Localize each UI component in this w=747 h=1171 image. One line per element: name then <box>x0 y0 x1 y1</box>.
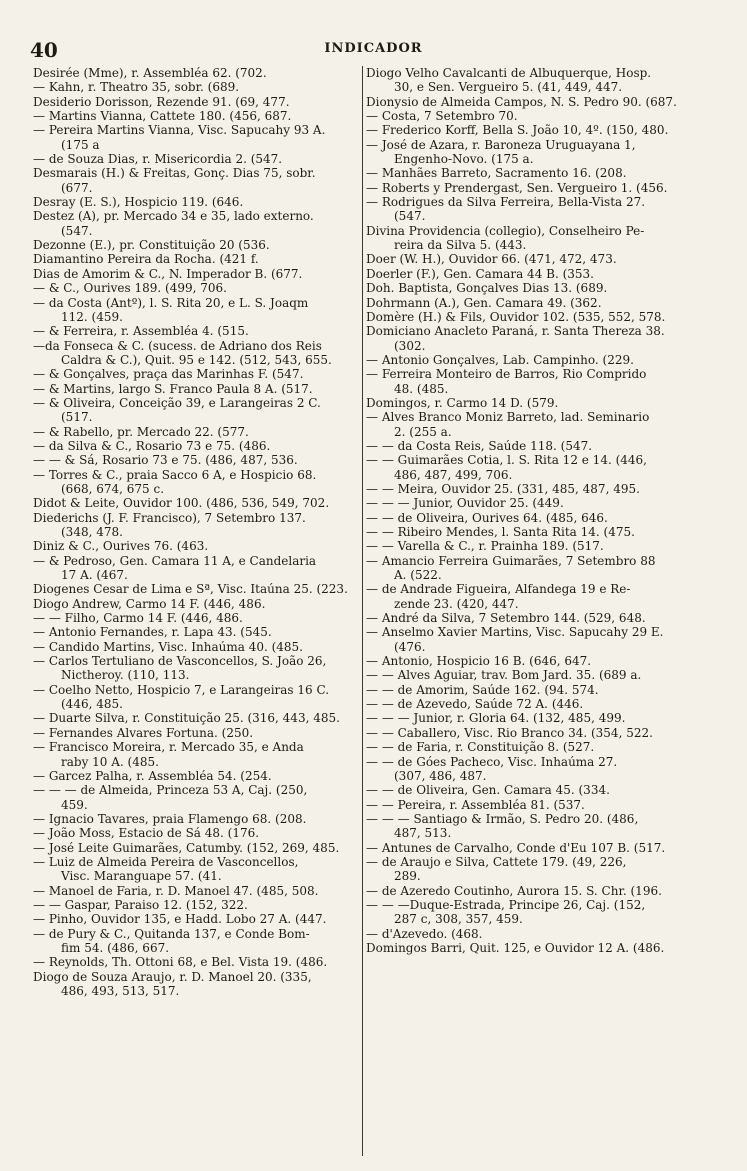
directory-entry-line: Doer (W. H.), Ouvidor 66. (471, 472, 473. <box>366 252 617 267</box>
right-column <box>366 66 718 955</box>
directory-entry-line: Dias de Amorim & C., N. Imperador B. (677. <box>33 266 303 281</box>
directory-entry-line: Diogenes Cesar de Lima e Sª, Visc. Itaúna 25. (223. <box>33 582 348 597</box>
directory-entry-line: — Manhães Barreto, Sacramento 16. (208. <box>366 166 627 181</box>
directory-entry-line: — Kahn, r. Theatro 35, sobr. (689. <box>33 80 240 95</box>
directory-entry-line: — — Varella & C., r. Prainha 189. (517. <box>366 539 604 554</box>
directory-entry-line: — de Pury & C., Quitanda 137, e Conde Bom- <box>33 926 310 941</box>
directory-entry-line: — de Azeredo Coutinho, Aurora 15. S. Chr. (196. <box>366 883 662 898</box>
directory-entry-line: — — Gaspar, Paraiso 12. (152, 322. <box>33 897 248 912</box>
directory-entry-line: (677. <box>61 180 93 195</box>
directory-entry-line: Diogo de Souza Araujo, r. D. Manoel 20. (335, <box>33 969 312 984</box>
directory-entry-line: — Alves Branco Moniz Barreto, lad. Seminario <box>366 410 650 425</box>
directory-entry-line: — de Souza Dias, r. Misericordia 2. (547. <box>33 152 283 167</box>
directory-entry-line: 487, 513. <box>394 826 452 841</box>
directory-entry-line: zende 23. (420, 447. <box>394 596 519 611</box>
directory-entry-line: — Coelho Netto, Hospicio 7, e Larangeiras 16 C. <box>33 682 330 697</box>
directory-entry-line: Dionysio de Almeida Campos, N. S. Pedro 90. (687. <box>366 94 677 109</box>
directory-entry-line: — — — Santiago & Irmão, S. Pedro 20. (486, <box>366 811 639 826</box>
directory-entry-line: Diogo Velho Cavalcanti de Albuquerque, Hosp. <box>366 66 652 80</box>
directory-entry-line: — — Meira, Ouvidor 25. (331, 485, 487, 495. <box>366 481 640 496</box>
directory-entry-line: Visc. Maranguape 57. (41. <box>61 869 222 884</box>
directory-entry-line: (307, 486, 487. <box>394 768 487 783</box>
directory-entry-line: Desiderio Dorisson, Rezende 91. (69, 477. <box>33 94 290 109</box>
directory-entry-line: reira da Silva 5. (443. <box>394 238 527 253</box>
directory-entry-line: — Fernandes Alvares Fortuna. (250. <box>33 725 254 740</box>
directory-entry-line: — José Leite Guimarães, Catumby. (152, 269, 485. <box>33 840 340 855</box>
directory-entry-line: — Manoel de Faria, r. D. Manoel 47. (485, 508. <box>33 883 319 898</box>
directory-entry-line: Doerler (F.), Gen. Camara 44 B. (353. <box>366 266 594 281</box>
directory-entry-line: — Antonio Gonçalves, Lab. Campinho. (229. <box>366 352 634 367</box>
directory-entry-line: — — Ribeiro Mendes, l. Santa Rita 14. (475. <box>366 525 635 539</box>
directory-entry-line: — de Araujo e Silva, Cattete 179. (49, 226, <box>366 854 627 869</box>
directory-entry-line: (668, 674, 675 c. <box>61 481 165 496</box>
directory-entry-line: Domingos Barri, Quit. 125, e Ouvidor 12 A. (486. <box>366 940 665 955</box>
directory-entry-line: — Candido Martins, Visc. Inhaúma 40. (485. <box>33 639 303 654</box>
page-number: 40 <box>30 38 58 62</box>
directory-entry-line: — Francisco Moreira, r. Mercado 35, e Anda <box>33 740 304 755</box>
directory-entry-line: — — — de Almeida, Princeza 53 A, Caj. (250, <box>33 783 308 798</box>
directory-entry-line: Domère (H.) & Fils, Ouvidor 102. (535, 552, 578. <box>366 309 666 324</box>
directory-entry-line: — — & Sá, Rosario 73 e 75. (486, 487, 536. <box>33 453 298 468</box>
directory-entry-line: Doh. Baptista, Gonçalves Dias 13. (689. <box>366 281 608 296</box>
directory-entry-line: 2. (255 a. <box>394 424 452 439</box>
directory-entry-line: — Anselmo Xavier Martins, Visc. Sapucahy 29 E. <box>366 625 664 640</box>
directory-entry-line: — & Ferreira, r. Assembléa 4. (515. <box>33 324 249 339</box>
directory-entry-line: 48. (485. <box>394 381 449 396</box>
column-divider <box>362 66 363 1156</box>
directory-entry-line: Didot & Leite, Ouvidor 100. (486, 536, 549, 702. <box>33 496 330 511</box>
directory-entry-line: — da Silva & C., Rosario 73 e 75. (486. <box>33 438 271 453</box>
directory-entry-line: (547. <box>394 209 426 224</box>
directory-entry-line: raby 10 A. (485. <box>61 754 159 769</box>
directory-entry-line: — Antunes de Carvalho, Conde d'Eu 107 B. (517. <box>366 840 666 855</box>
directory-entry-line: fim 54. (486, 667. <box>61 940 170 955</box>
directory-entry-line: — — de Góes Pacheco, Visc. Inhaúma 27. <box>366 754 618 769</box>
directory-entry-line: (547. <box>61 223 93 238</box>
directory-entry-line: — — — Junior, r. Gloria 64. (132, 485, 499. <box>366 711 626 726</box>
directory-entry-line: — & Rabello, pr. Mercado 22. (577. <box>33 424 249 439</box>
directory-entry-line: — Luiz de Almeida Pereira de Vasconcellos, <box>33 854 299 869</box>
directory-entry-line: Domiciano Anacleto Paraná, r. Santa Thereza 38. <box>366 324 665 339</box>
directory-entry-line: 486, 487, 499, 706. <box>394 467 513 482</box>
directory-entry-line: Desirée (Mme), r. Assembléa 62. (702. <box>33 66 267 80</box>
directory-entry-line: —da Fonseca & C. (sucess. de Adriano dos Reis <box>33 338 322 353</box>
directory-entry-line: — Amancio Ferreira Guimarães, 7 Setembro 88 <box>366 553 656 568</box>
directory-entry-line: Divina Providencia (collegio), Conselheiro Pe- <box>366 223 645 238</box>
directory-entry-line: Diniz & C., Ourives 76. (463. <box>33 539 209 554</box>
directory-entry-line: Domingos, r. Carmo 14 D. (579. <box>366 395 559 410</box>
directory-entry-line: — & C., Ourives 189. (499, 706. <box>33 281 227 296</box>
directory-entry-line: — Reynolds, Th. Ottoni 68, e Bel. Vista 19. (486. <box>33 955 328 970</box>
directory-entry-line: — — de Amorim, Saúde 162. (94. 574. <box>366 682 599 697</box>
directory-entry-line: — — de Oliveira, Ourives 64. (485, 646. <box>366 510 608 525</box>
directory-entry-line: — — Pereira, r. Assembléa 81. (537. <box>366 797 585 812</box>
directory-entry-line: — — de Oliveira, Gen. Camara 45. (334. <box>366 783 610 798</box>
directory-entry-line: — Antonio, Hospicio 16 B. (646, 647. <box>366 654 592 669</box>
directory-entry-line: — Costa, 7 Setembro 70. <box>366 109 518 124</box>
directory-entry-line: — d'Azevedo. (468. <box>366 926 483 941</box>
directory-entry-line: — — Caballero, Visc. Rio Branco 34. (354, 522. <box>366 725 653 740</box>
directory-entry-line: — Carlos Tertuliano de Vasconcellos, S. João 26, <box>33 654 327 669</box>
directory-entry-line: (517. <box>61 410 93 425</box>
directory-entry-line: 30, e Sen. Vergueiro 5. (41, 449, 447. <box>394 80 623 95</box>
directory-entry-line: — Martins Vianna, Cattete 180. (456, 687. <box>33 109 292 124</box>
directory-entry-line: — — Alves Aguiar, trav. Bom Jard. 35. (689 a. <box>366 668 642 683</box>
directory-entry-line: A. (522. <box>394 568 442 583</box>
directory-entry-line: 486, 493, 513, 517. <box>61 984 180 998</box>
directory-entry-line: 112. (459. <box>61 309 123 324</box>
directory-entry-line: — João Moss, Estacio de Sá 48. (176. <box>33 826 260 841</box>
directory-entry-line: Dohrmann (A.), Gen. Camara 49. (362. <box>366 295 602 310</box>
directory-entry-line: — Ferreira Monteiro de Barros, Rio Comprido <box>366 367 647 382</box>
directory-entry-line: — — Guimarães Cotia, l. S. Rita 12 e 14. (446, <box>366 453 647 468</box>
directory-entry-line: — & Gonçalves, praça das Marinhas F. (547. <box>33 367 304 382</box>
directory-entry-line: Desray (E. S.), Hospicio 119. (646. <box>33 195 244 210</box>
directory-entry-line: — Roberts y Prendergast, Sen. Vergueiro 1. (456. <box>366 180 668 195</box>
directory-entry-line: Destez (A), pr. Mercado 34 e 35, lado externo. <box>33 209 314 224</box>
directory-entry-line: Diederichs (J. F. Francisco), 7 Setembro 137. <box>33 510 306 525</box>
directory-entry-line: (476. <box>394 639 426 654</box>
directory-entry-line: Diogo Andrew, Carmo 14 F. (446, 486. <box>33 596 266 611</box>
directory-entry-line: — Rodrigues da Silva Ferreira, Bella-Vista 27. <box>366 195 646 210</box>
directory-entry-line: — — —Duque-Estrada, Principe 26, Caj. (152, <box>366 897 646 912</box>
directory-entry-line: 459. <box>61 797 88 812</box>
directory-entry-line: — Pereira Martins Vianna, Visc. Sapucahy 93 A. <box>33 123 326 138</box>
directory-entry-line: — — da Costa Reis, Saúde 118. (547. <box>366 438 593 453</box>
directory-entry-line: — & Oliveira, Conceição 39, e Larangeiras 2 C. <box>33 395 321 410</box>
directory-entry-line: (302. <box>394 338 426 353</box>
directory-entry-line: 17 A. (467. <box>61 568 128 583</box>
directory-entry-line: — André da Silva, 7 Setembro 144. (529, 648. <box>366 611 646 626</box>
directory-entry-line: (175 a <box>61 137 100 152</box>
directory-entry-line: — — Filho, Carmo 14 F. (446, 486. <box>33 611 243 626</box>
left-column <box>33 66 357 998</box>
directory-entry-line: (446, 485. <box>61 697 123 712</box>
directory-entry-line: — Torres & C., praia Sacco 6 A, e Hospicio 68. <box>33 467 317 482</box>
directory-entry-line: — Ignacio Tavares, praia Flamengo 68. (208. <box>33 811 307 826</box>
directory-entry-line: 289. <box>394 869 421 884</box>
directory-entry-line: Diamantino Pereira da Rocha. (421 f. <box>33 252 259 267</box>
directory-entry-line: — & Martins, largo S. Franco Paula 8 A. (517. <box>33 381 313 396</box>
directory-entry-line: — Duarte Silva, r. Constituição 25. (316, 443, 485. <box>33 711 340 726</box>
directory-entry-line: Desmarais (H.) & Freitas, Gonç. Dias 75, sobr. <box>33 166 316 181</box>
directory-entry-line: — — de Azevedo, Saúde 72 A. (446. <box>366 697 584 712</box>
directory-entry-line: — José de Azara, r. Baroneza Uruguayana 1, <box>366 137 636 152</box>
directory-entry-line: — de Andrade Figueira, Alfandega 19 e Re- <box>366 582 631 597</box>
directory-entry-line: Dezonne (E.), pr. Constituição 20 (536. <box>33 238 270 253</box>
directory-entry-line: — Garcez Palha, r. Assembléa 54. (254. <box>33 768 272 783</box>
directory-entry-line: Caldra & C.), Quit. 95 e 142. (512, 543, 655. <box>61 352 332 367</box>
directory-entry-line: (348, 478. <box>61 525 123 539</box>
directory-entry-line: 287 c, 308, 357, 459. <box>394 912 523 927</box>
directory-entry-line: — — — Junior, Ouvidor 25. (449. <box>366 496 564 511</box>
directory-entry-line: — Pinho, Ouvidor 135, e Hadd. Lobo 27 A. (447. <box>33 912 327 927</box>
page-header <box>30 38 717 62</box>
directory-entry-line: — — de Faria, r. Constituição 8. (527. <box>366 740 595 755</box>
directory-entry-line: — & Pedroso, Gen. Camara 11 A, e Candelaria <box>33 553 317 568</box>
directory-entry-line: — Antonio Fernandes, r. Lapa 43. (545. <box>33 625 272 640</box>
running-head: INDICADOR <box>324 41 423 56</box>
directory-entry-line: — Frederico Korff, Bella S. João 10, 4º. (150, 480. <box>366 123 669 138</box>
directory-entry-line: — da Costa (Antº), l. S. Rita 20, e L. S. Joaqm <box>33 295 309 310</box>
directory-entry-line: Nictheroy. (110, 113. <box>61 668 190 683</box>
directory-entry-line: Engenho-Novo. (175 a. <box>394 152 534 167</box>
